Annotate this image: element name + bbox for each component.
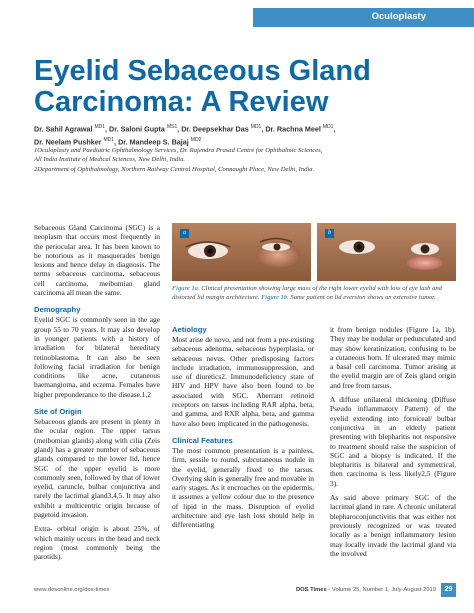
page-number: 29 <box>441 583 456 597</box>
figure-caption <box>172 285 456 303</box>
aetiology-paragraph: Most arise de novo, and not from a pre-existing sebaceous adenoma, sebaceous hyperplasia, or sebaceous nevus. Other predisposing factors include irradiation, immunosuppression, and use of diuretics2. Immunodeficiency state of HIV and HPV have also been found to be associated with SGC. Aberrant retinoid receptors on tarsus including RAR alpha, beta, and gamma, and RXR alpha, beta, and gamma have also been implicated in the pathogenesis. <box>172 335 314 428</box>
heading-aetiology: Aetiology <box>172 325 207 334</box>
author-degree: MD1 <box>94 124 106 130</box>
affiliations <box>34 146 454 174</box>
journal-info <box>296 587 436 593</box>
author-degree: MD1 <box>103 136 115 143</box>
author-list: Dr. Sahil Agrawal $^{MD1}$, Dr. Saloni Gupta $^{MS1}$, Dr. Deepsekhar Das $^{MD1}$, Dr. Rachna Meel $^{MD1}$, Dr. Neelam Pushker $^{MD1}$, Dr. Mandeep S. Bajaj $^{MD2}$ <box>34 124 336 147</box>
author-degree: MS1 <box>166 124 178 130</box>
author: Dr. Deepsekhar Das <box>181 124 249 134</box>
column-3 <box>330 325 456 558</box>
author-degree: MD1 <box>250 124 262 130</box>
lacrimal-paragraph: As said above primary SGC of the lacrimal gland in rare. A chronic unilateral blepharoconjunctivitis that was either not previously recognized or was treated locally as a benign inflammatory lesion may locally invade the lacrimal gland via the involved <box>330 493 456 558</box>
journal-name: DOS Times <box>295 587 327 593</box>
page-footer <box>34 583 456 597</box>
figure-1 <box>172 223 456 281</box>
column-1 <box>34 223 160 562</box>
article-title <box>34 56 454 118</box>
intro-paragraph: Sebaceous Gland Carcinoma (SGC) is a neoplasm that occurs most frequently in the periocular area. It has been known to be notorious as it masquerades benign lesions and hence delay in diagnosis. The terms sebaceous carcinoma, sebaceous cell carcinoma, meibomian gland carcinoma all mean the same. <box>34 223 160 298</box>
affiliation-line: 1Oculoplasty and Paediatric Ophthalmology Services, Dr. Rajendra Prasad Centre for Ophthalmic Sciences, <box>34 147 323 154</box>
diffuse-paragraph: A diffuse unilateral thickening (Diffuse Pseudo inflammatory Pattern) of the eyelid extending into forniceal/ bulbar conjunctiva in an elderly patient presenting with blepharitis not responsive to treatment should raise the suspicion of SGC and a biopsy is indicated. If the blepharitis is bilateral and symmetrical, then carcinoma is less likely2,5 (Figure 3). <box>330 395 456 488</box>
article-title-line2: Carcinoma: A Review <box>34 86 329 118</box>
nodule-paragraph: it from benign nodules (Figure 1a, 1b). They may be nodular or pedunculated and may show keratinization, confusing to be a cutaneous horn. If ulcerated may mimic a basal cell carcinoma. Tumor arising at the eyelid margin are of Zeis gland origin and free from tarsus. <box>330 325 456 390</box>
figure-1a-label: a <box>180 229 189 238</box>
demography-paragraph: Eyelid SGC is commonly seen in the age group 55 to 70 years. It may also develop in younger patients with a history of irradiation for bilateral hereditary retinoblastoma. It can also be seen following facial irradiation for benign conditions like acne, cutaneous haemangioma, and eczema. Females have higher preponderance to the disease.1,2 <box>34 315 160 399</box>
figure-1b-photo <box>317 223 456 281</box>
author: Dr. Saloni Gupta <box>109 124 165 134</box>
heading-clinical-features: Clinical Features <box>172 435 233 445</box>
section-header <box>0 0 474 27</box>
caption-text-1b: Same patient on lid eversion shows an extensive tumor. <box>288 293 436 301</box>
journal-url: www.dosonline.org/dos-times <box>34 587 110 593</box>
author: Dr. Rachna Meel <box>265 124 321 134</box>
caption-label-1b: Figure 1b. <box>261 293 289 301</box>
caption-text-1a: Clinical presentation showing large mass of the right lower eyelid with loss of eye lash and distorted lid margin architecture. <box>172 285 442 301</box>
author: Dr. Neelam Pushker <box>34 137 102 147</box>
figure-1b-label: b <box>325 229 334 238</box>
heading-site-of-origin: Site of Origin <box>34 407 82 417</box>
extra-orbital-paragraph: Extra- orbital origin is about 25%, of which mainly occurs in the head and neck region (most commonly being the parotids). <box>34 524 160 562</box>
author: Dr. Sahil Agrawal <box>34 124 93 134</box>
article-title-line1: Eyelid Sebaceous Gland <box>34 55 371 87</box>
affiliation-line: 2Department of Ophthalmology, Northern Railway Central Hospital, Connaught Place, New Delhi, India. <box>34 165 315 173</box>
author-degree: MD2 <box>190 136 202 143</box>
column-2 <box>172 325 314 530</box>
heading-demography: Demography <box>34 305 81 315</box>
caption-label-1a: Figure 1a. <box>172 285 200 292</box>
figure-1a-photo <box>172 223 311 281</box>
affiliation-line: All India Institute of Medical Sciences, New Delhi, India. <box>34 156 186 164</box>
clinical-paragraph: The most common presentation is a painless, firm, sessile to round, subcutaneous nodule in the eyelid, generally fixed to the tarsus. Overlying skin is generally free and movable in early stages. As it encroaches on the epidermis, it assumes a yellow colour due to the presence of lipid in the mass. Disruption of eyelid architecture and eye lash loss should help in differentiating <box>172 445 314 530</box>
author: Dr. Mandeep S. Bajaj <box>118 137 189 147</box>
origin-paragraph: Sebaceous glands are present in plenty in the ocular region. The upper tarsus (meibomian glands) along with cilia (Zeis gland) has a greater number of sebaceous glands compared to the lower lid, hence SGC of the upper eyelid is more commonly seen, followed by that of lower eyelid, caruncle, bulbar conjunctiva and rarely the lacrimal gland3,4,5. It may also exhibit a multicentric origin because of pagetoid invasion. <box>34 417 160 520</box>
section-header-bar <box>253 8 474 27</box>
author-degree: MD1 <box>322 124 334 130</box>
section-name: Oculoplasty <box>371 11 426 22</box>
journal-issue: - Volume 25, Number 1, July-August 2019 <box>326 587 436 593</box>
